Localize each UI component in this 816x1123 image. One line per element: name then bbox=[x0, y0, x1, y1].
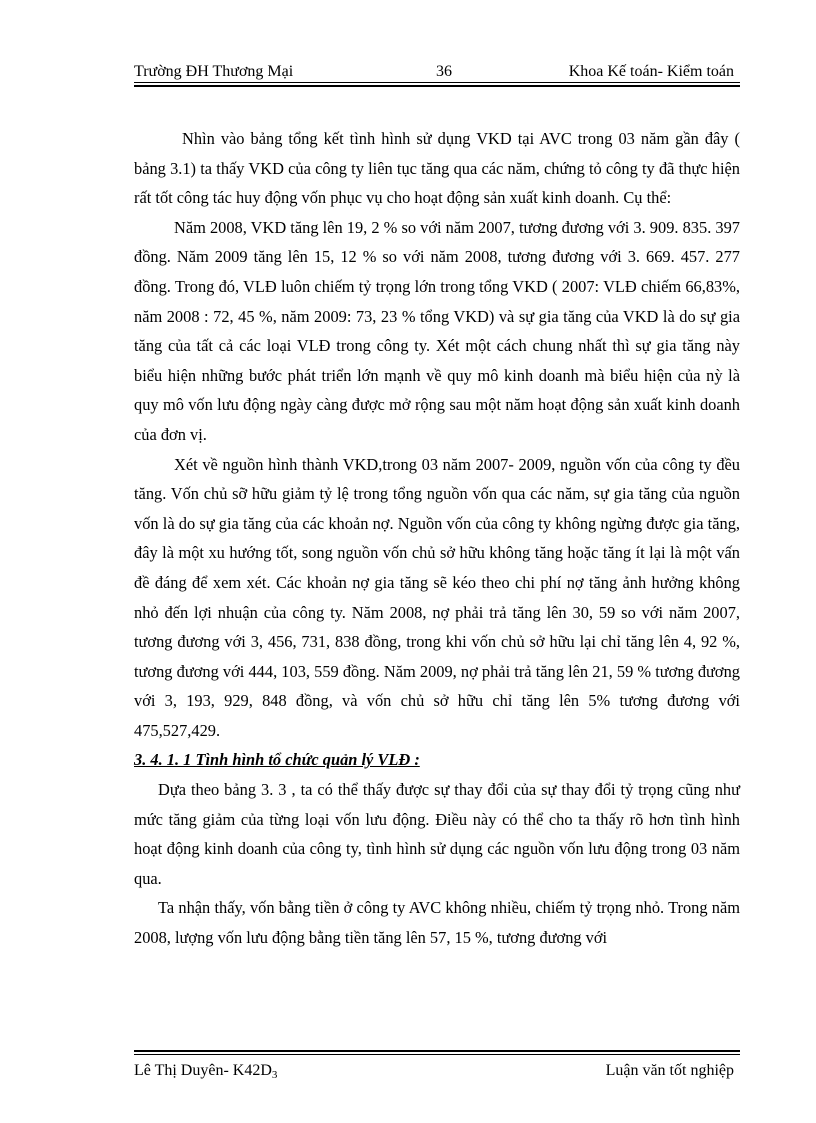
section-heading: 3. 4. 1. 1 Tình hình tổ chức quản lý VLĐ : bbox=[134, 750, 420, 770]
footer-document-type: Luận văn tốt nghiệp bbox=[605, 1062, 734, 1079]
header-rule-thick bbox=[134, 85, 740, 87]
paragraph-4: Dựa theo bảng 3. 3 , ta có thể thấy được sự thay đổi của sự thay đổi tỷ trọng cũng như mức tăng giảm của từng loại vốn lưu động. Điều này có thể cho ta thấy rõ hơn tình hình hoạt động kinh doanh của công ty, tình hình sử dụng các nguồn vốn lưu động trong 03 năm qua. bbox=[134, 780, 740, 888]
page-footer bbox=[134, 1057, 740, 1085]
page-body bbox=[134, 124, 740, 953]
header-rule-thin bbox=[134, 82, 740, 83]
footer-rule-thick bbox=[134, 1050, 740, 1052]
paragraph-1: Nhìn vào bảng tổng kết tình hình sử dụng VKD tại AVC trong 03 năm gần đây ( bảng 3.1) ta thấy VKD của công ty liên tục tăng qua các năm, chứng tỏ công ty đã thực hiện rất tốt công tác huy động vốn phục vụ cho hoạt động sản xuất kinh doanh. Cụ thể: bbox=[134, 129, 740, 208]
footer-author bbox=[134, 1057, 277, 1089]
header-faculty: Khoa Kế toán- Kiểm toán bbox=[568, 63, 734, 80]
footer-author-name: Lê Thị Duyên- K42D bbox=[134, 1062, 272, 1079]
header-page-number: 36 bbox=[436, 63, 452, 80]
header-school: Trường ĐH Thương Mại bbox=[134, 63, 294, 80]
footer-author-subscript: 3 bbox=[271, 1069, 278, 1081]
paragraph-2: Năm 2008, VKD tăng lên 19, 2 % so với năm 2007, tương đương với 3. 909. 835. 397 đồng. Năm 2009 tăng lên 15, 12 % so với năm 2008, tương đương với 3. 669. 457. 277 đồng. Trong đó, VLĐ luôn chiếm tỷ trọng lớn trong tổng VKD ( 2007: VLĐ chiếm 66,83%, năm 2008 : 72, 45 %, năm 2009: 73, 23 % tổng VKD) và sự gia tăng của VKD là do sự gia tăng của tất cả các loại VLĐ trong công ty. Xét một cách chung nhất thì sự gia tăng này biểu hiện những bước phát triển lớn mạnh về quy mô kinh doanh mà biểu hiện của nỳ là quy mô vốn lưu động ngày càng được mở rộng sau một năm hoạt động sản xuất kinh doanh của đơn vị. bbox=[134, 217, 740, 444]
footer-rule-thin bbox=[134, 1054, 740, 1055]
paragraph-3: Xét về nguồn hình thành VKD,trong 03 năm 2007- 2009, nguồn vốn của công ty đều tăng. Vốn chủ sỡ hữu giảm tỷ lệ trong tổng nguồn vốn qua các năm, sự gia tăng của nguồn vốn là do sự gia tăng của các khoản nợ. Nguồn vốn của công ty không ngừng được gia tăng, đây là một xu hướng tốt, song nguồn vốn chủ sở hữu không tăng hoặc tăng ít lại là một vấn đề đáng để xem xét. Các khoản nợ gia tăng sẽ kéo theo chi phí nợ tăng ảnh hưởng không nhỏ đến lợi nhuận của công ty. Năm 2008, nợ phải trả tăng lên 30, 59 so với năm 2007, tương đương với 3, 456, 731, 838 đồng, trong khi vốn chủ sở hữu lại chỉ tăng lên 4, 92 %, tương đương với 444, 103, 559 đồng. Năm 2009, nợ phải trả tăng lên 21, 59 % tương đương với 3, 193, 929, 848 đồng, và vốn chủ sở hữu chỉ tăng lên 5% tương đương với 475,527,429. bbox=[134, 454, 740, 740]
paragraph-5: Ta nhận thấy, vốn bằng tiền ở công ty AVC không nhiều, chiếm tỷ trọng nhỏ. Trong năm 2008, lượng vốn lưu động bằng tiền tăng lên 57, 15 %, tương đương với bbox=[134, 898, 740, 948]
